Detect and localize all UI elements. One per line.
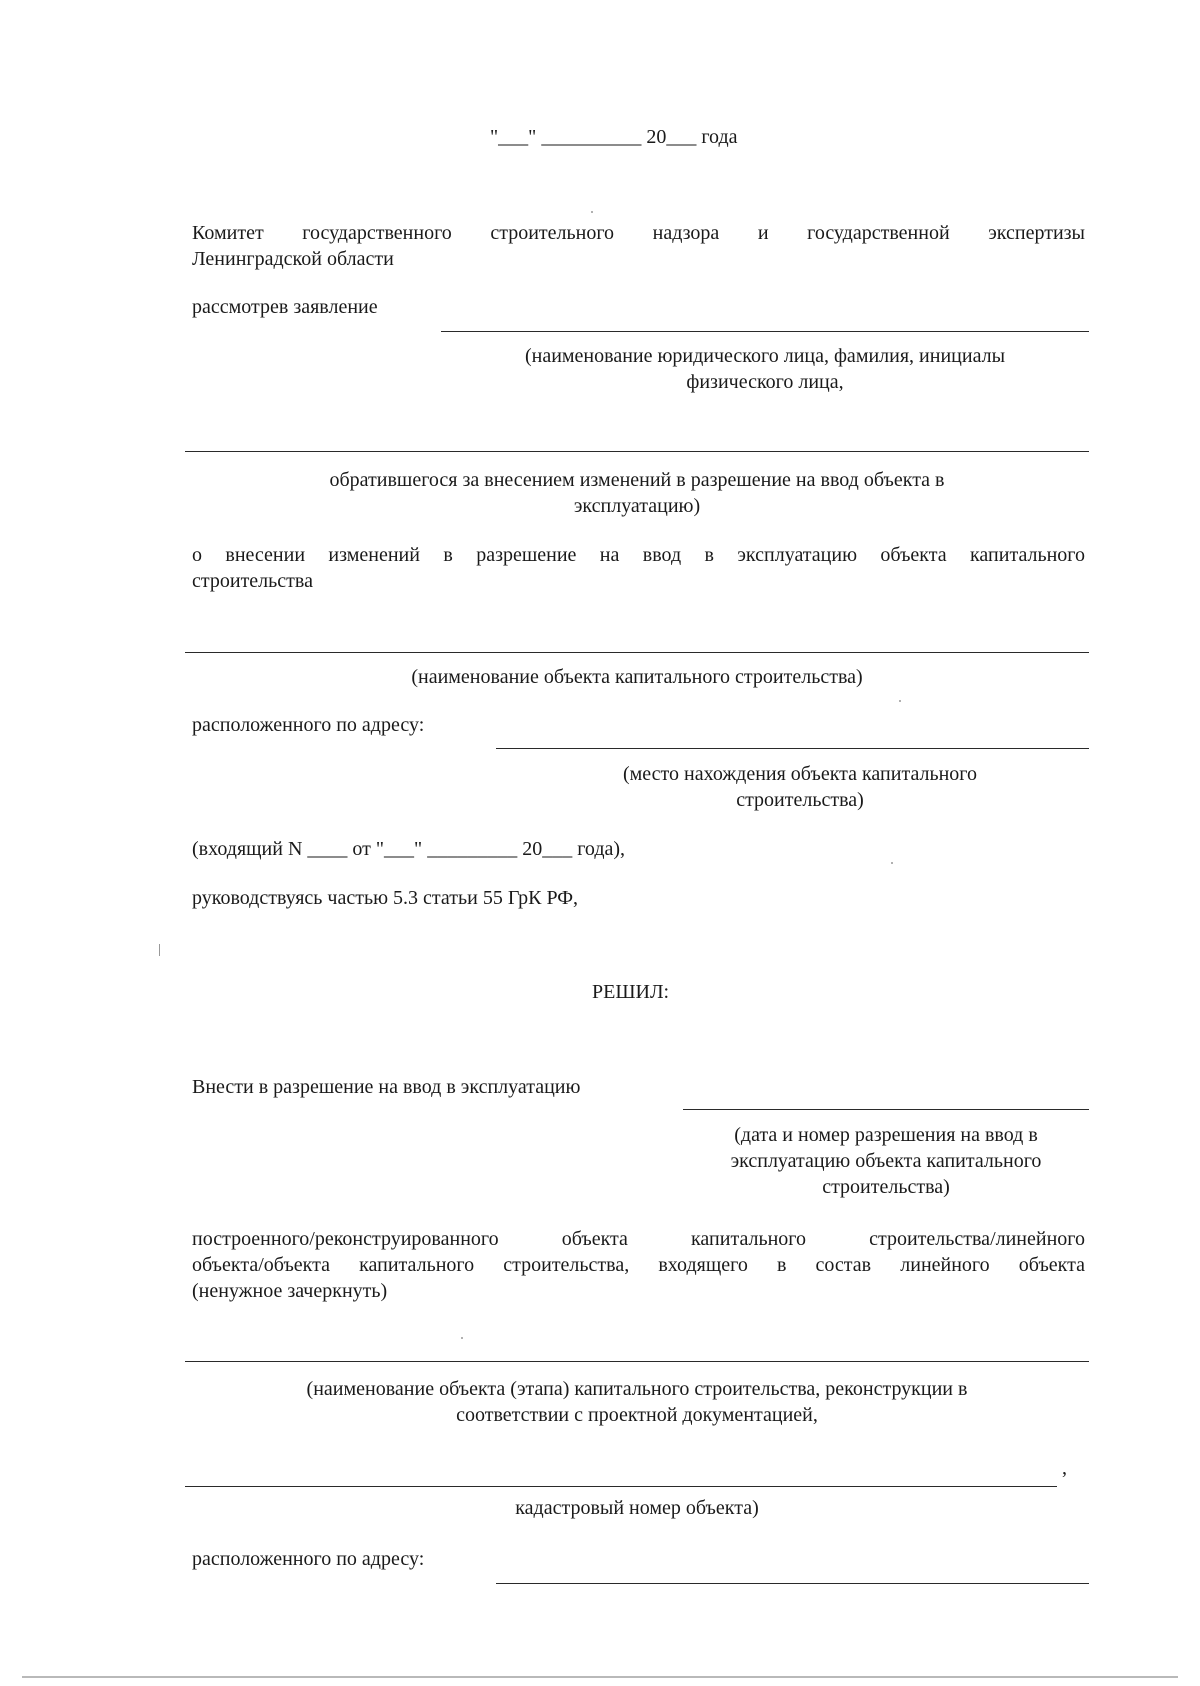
applicant-continuation-line [185, 451, 1089, 452]
decision-title: РЕШИЛ: [592, 981, 670, 1003]
address-caption-line-2: строительства) [736, 789, 864, 811]
applicant-caption-line-1: (наименование юридического лица, фамилия, инициалы [524, 345, 1006, 367]
address-caption-line-1: (место нахождения объекта капитального [622, 763, 978, 785]
object-name-field-line [185, 652, 1089, 653]
cadastral-field-line [185, 1486, 1057, 1487]
authority-line-2: Ленинградской области [192, 248, 394, 270]
date-line: "___" __________ 20___ года [490, 126, 738, 148]
applicant-label: рассмотрев заявление [192, 296, 378, 318]
stage-caption-line-2: соответствии с проектной документацией, [456, 1404, 818, 1426]
built-object-line-1: построенного/реконструированного объекта капитального строительства/линейного [192, 1228, 1085, 1250]
permit-caption-line-3: строительства) [822, 1176, 950, 1198]
applicant-caption2-line-2: эксплуатацию) [573, 495, 701, 517]
applicant-caption2-line-1: обратившегося за внесением изменений в разрешение на ввод объекта в [329, 469, 945, 491]
permit-label: Внести в разрешение на ввод в эксплуатацию [192, 1076, 581, 1098]
cadastral-trailing-comma: , [1062, 1457, 1067, 1479]
stage-caption-line-1: (наименование объекта (этапа) капитального строительства, реконструкции в [306, 1378, 968, 1400]
permit-caption-line-1: (дата и номер разрешения на ввод в [734, 1124, 1038, 1146]
scan-speck [591, 211, 593, 213]
subject-line-2: строительства [192, 570, 313, 592]
legal-basis-line: руководствуясь частью 5.3 статьи 55 ГрК РФ, [192, 887, 579, 909]
scan-speck [891, 862, 893, 864]
scan-speck [899, 700, 901, 702]
applicant-caption-line-2: физического лица, [686, 371, 844, 393]
address2-field-line [496, 1583, 1089, 1584]
subject-line-1: о внесении изменений в разрешение на ввод в эксплуатацию объекта капитального [192, 544, 1085, 566]
scan-mark [159, 944, 160, 956]
built-object-line-3: (ненужное зачеркнуть) [192, 1280, 388, 1302]
applicant-name-field-line [441, 331, 1089, 332]
address-label: расположенного по адресу: [192, 714, 425, 736]
permit-caption-line-2: эксплуатацию объекта капитального [730, 1150, 1042, 1172]
page-bottom-edge [22, 1676, 1178, 1678]
permit-field-line [683, 1109, 1089, 1110]
built-object-line-2: объекта/объекта капитального строительства, входящего в состав линейного объекта [192, 1254, 1085, 1276]
address2-label: расположенного по адресу: [192, 1548, 425, 1570]
object-name-caption: (наименование объекта капитального строительства) [411, 666, 863, 688]
incoming-registration-line: (входящий N ____ от "___" _________ 20___ года), [192, 838, 626, 860]
scan-speck [461, 1337, 463, 1339]
cadastral-caption: кадастровый номер объекта) [515, 1497, 759, 1519]
authority-line-1: Комитет государственного строительного надзора и государственной экспертизы [192, 222, 1085, 244]
stage-name-field-line [185, 1361, 1089, 1362]
address-field-line [496, 748, 1089, 749]
